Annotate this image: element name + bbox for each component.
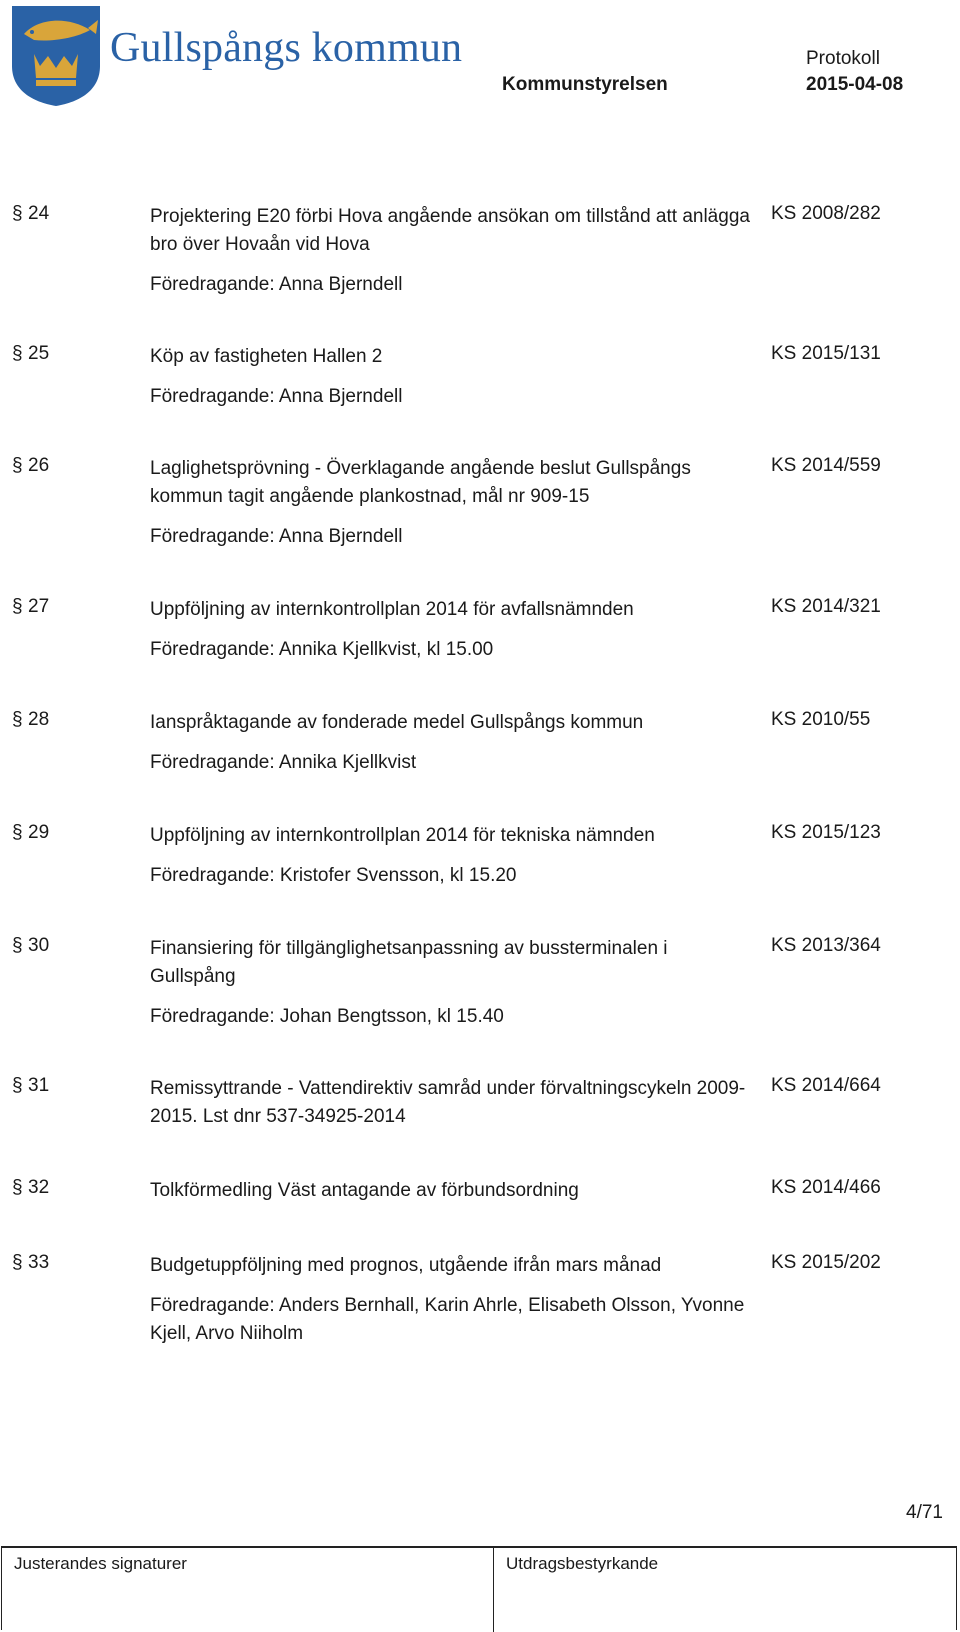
- page-header: [0, 0, 960, 120]
- section-mark: §: [12, 709, 23, 730]
- signature-footer: [1, 1546, 957, 1630]
- item-title: [150, 1252, 750, 1348]
- item-number: 28: [28, 709, 50, 730]
- item-presenter: Föredragande: Anna Bjerndell: [150, 386, 403, 407]
- item-reference: KS 2014/664: [771, 1075, 881, 1096]
- item-title-text: Projektering E20 förbi Hova angående ansökan om tillstånd att anlägga bro över Hovaån vid Hova: [150, 206, 750, 255]
- section-mark: §: [12, 203, 23, 224]
- item-presenter: Föredragande: Annika Kjellkvist: [150, 752, 417, 773]
- item-title: [150, 596, 750, 664]
- item-title: [150, 203, 750, 299]
- item-number: 25: [28, 343, 50, 364]
- item-presenter: Föredragande: Anders Bernhall, Karin Ahrle, Elisabeth Olsson, Yvonne Kjell, Arvo Niiholm: [150, 1295, 745, 1344]
- item-reference: KS 2008/282: [771, 203, 881, 224]
- item-number: 31: [28, 1075, 50, 1096]
- coat-of-arms-icon: [10, 4, 102, 108]
- item-reference: KS 2015/123: [771, 822, 881, 843]
- item-reference: KS 2014/321: [771, 596, 881, 617]
- item-title: [150, 935, 750, 1031]
- item-number: 26: [28, 455, 50, 476]
- item-number: 29: [28, 822, 50, 843]
- section-mark: §: [12, 1075, 23, 1096]
- item-title-text: Uppföljning av internkontrollplan 2014 för tekniska nämnden: [150, 825, 655, 846]
- page-number: 4/71: [906, 1502, 943, 1523]
- item-title-text: Finansiering för tillgänglighetsanpassning av bussterminalen i Gullspång: [150, 938, 668, 987]
- item-title: [150, 822, 750, 890]
- section-mark: §: [12, 596, 23, 617]
- item-reference: KS 2015/202: [771, 1252, 881, 1273]
- section-mark: §: [12, 343, 23, 364]
- organ-name: Kommunstyrelsen: [502, 74, 668, 95]
- item-title: [150, 1075, 750, 1131]
- certification-label: Utdragsbestyrkande: [506, 1554, 659, 1573]
- item-presenter: Föredragande: Anna Bjerndell: [150, 526, 403, 547]
- section-mark: §: [12, 455, 23, 476]
- item-reference: KS 2013/364: [771, 935, 881, 956]
- footer-divider: [493, 1548, 494, 1632]
- item-title: [150, 343, 750, 411]
- section-mark: §: [12, 1252, 23, 1273]
- section-mark: §: [12, 1177, 23, 1198]
- document-type: Protokoll: [806, 48, 880, 69]
- item-title-text: Tolkförmedling Väst antagande av förbundsordning: [150, 1180, 579, 1201]
- item-presenter: Föredragande: Kristofer Svensson, kl 15.20: [150, 865, 517, 886]
- item-title: [150, 1177, 750, 1205]
- item-title-text: Ianspråktagande av fonderade medel Gullspångs kommun: [150, 712, 644, 733]
- item-title: [150, 709, 750, 777]
- meeting-date: 2015-04-08: [806, 74, 904, 95]
- item-reference: KS 2015/131: [771, 343, 881, 364]
- item-title-text: Remissyttrande - Vattendirektiv samråd under förvaltningscykeln 2009-2015. Lst dnr 537-34925-2014: [150, 1078, 746, 1127]
- item-number: 24: [28, 203, 50, 224]
- item-presenter: Föredragande: Johan Bengtsson, kl 15.40: [150, 1006, 504, 1027]
- item-title: [150, 455, 750, 551]
- municipality-name: Gullspångs kommun: [110, 25, 463, 71]
- item-title-text: Köp av fastigheten Hallen 2: [150, 346, 383, 367]
- item-reference: KS 2014/559: [771, 455, 881, 476]
- item-title-text: Budgetuppföljning med prognos, utgående ifrån mars månad: [150, 1255, 662, 1276]
- item-title-text: Uppföljning av internkontrollplan 2014 för avfallsnämnden: [150, 599, 634, 620]
- item-number: 30: [28, 935, 50, 956]
- item-presenter: Föredragande: Annika Kjellkvist, kl 15.00: [150, 639, 494, 660]
- section-mark: §: [12, 822, 23, 843]
- item-number: 27: [28, 596, 50, 617]
- item-reference: KS 2010/55: [771, 709, 871, 730]
- signature-label: Justerandes signaturer: [14, 1554, 187, 1573]
- item-reference: KS 2014/466: [771, 1177, 881, 1198]
- item-presenter: Föredragande: Anna Bjerndell: [150, 274, 403, 295]
- item-title-text: Laglighetsprövning - Överklagande angående beslut Gullspångs kommun tagit angående plankostnad, mål nr 909-15: [150, 458, 691, 507]
- section-mark: §: [12, 935, 23, 956]
- item-number: 32: [28, 1177, 50, 1198]
- item-number: 33: [28, 1252, 50, 1273]
